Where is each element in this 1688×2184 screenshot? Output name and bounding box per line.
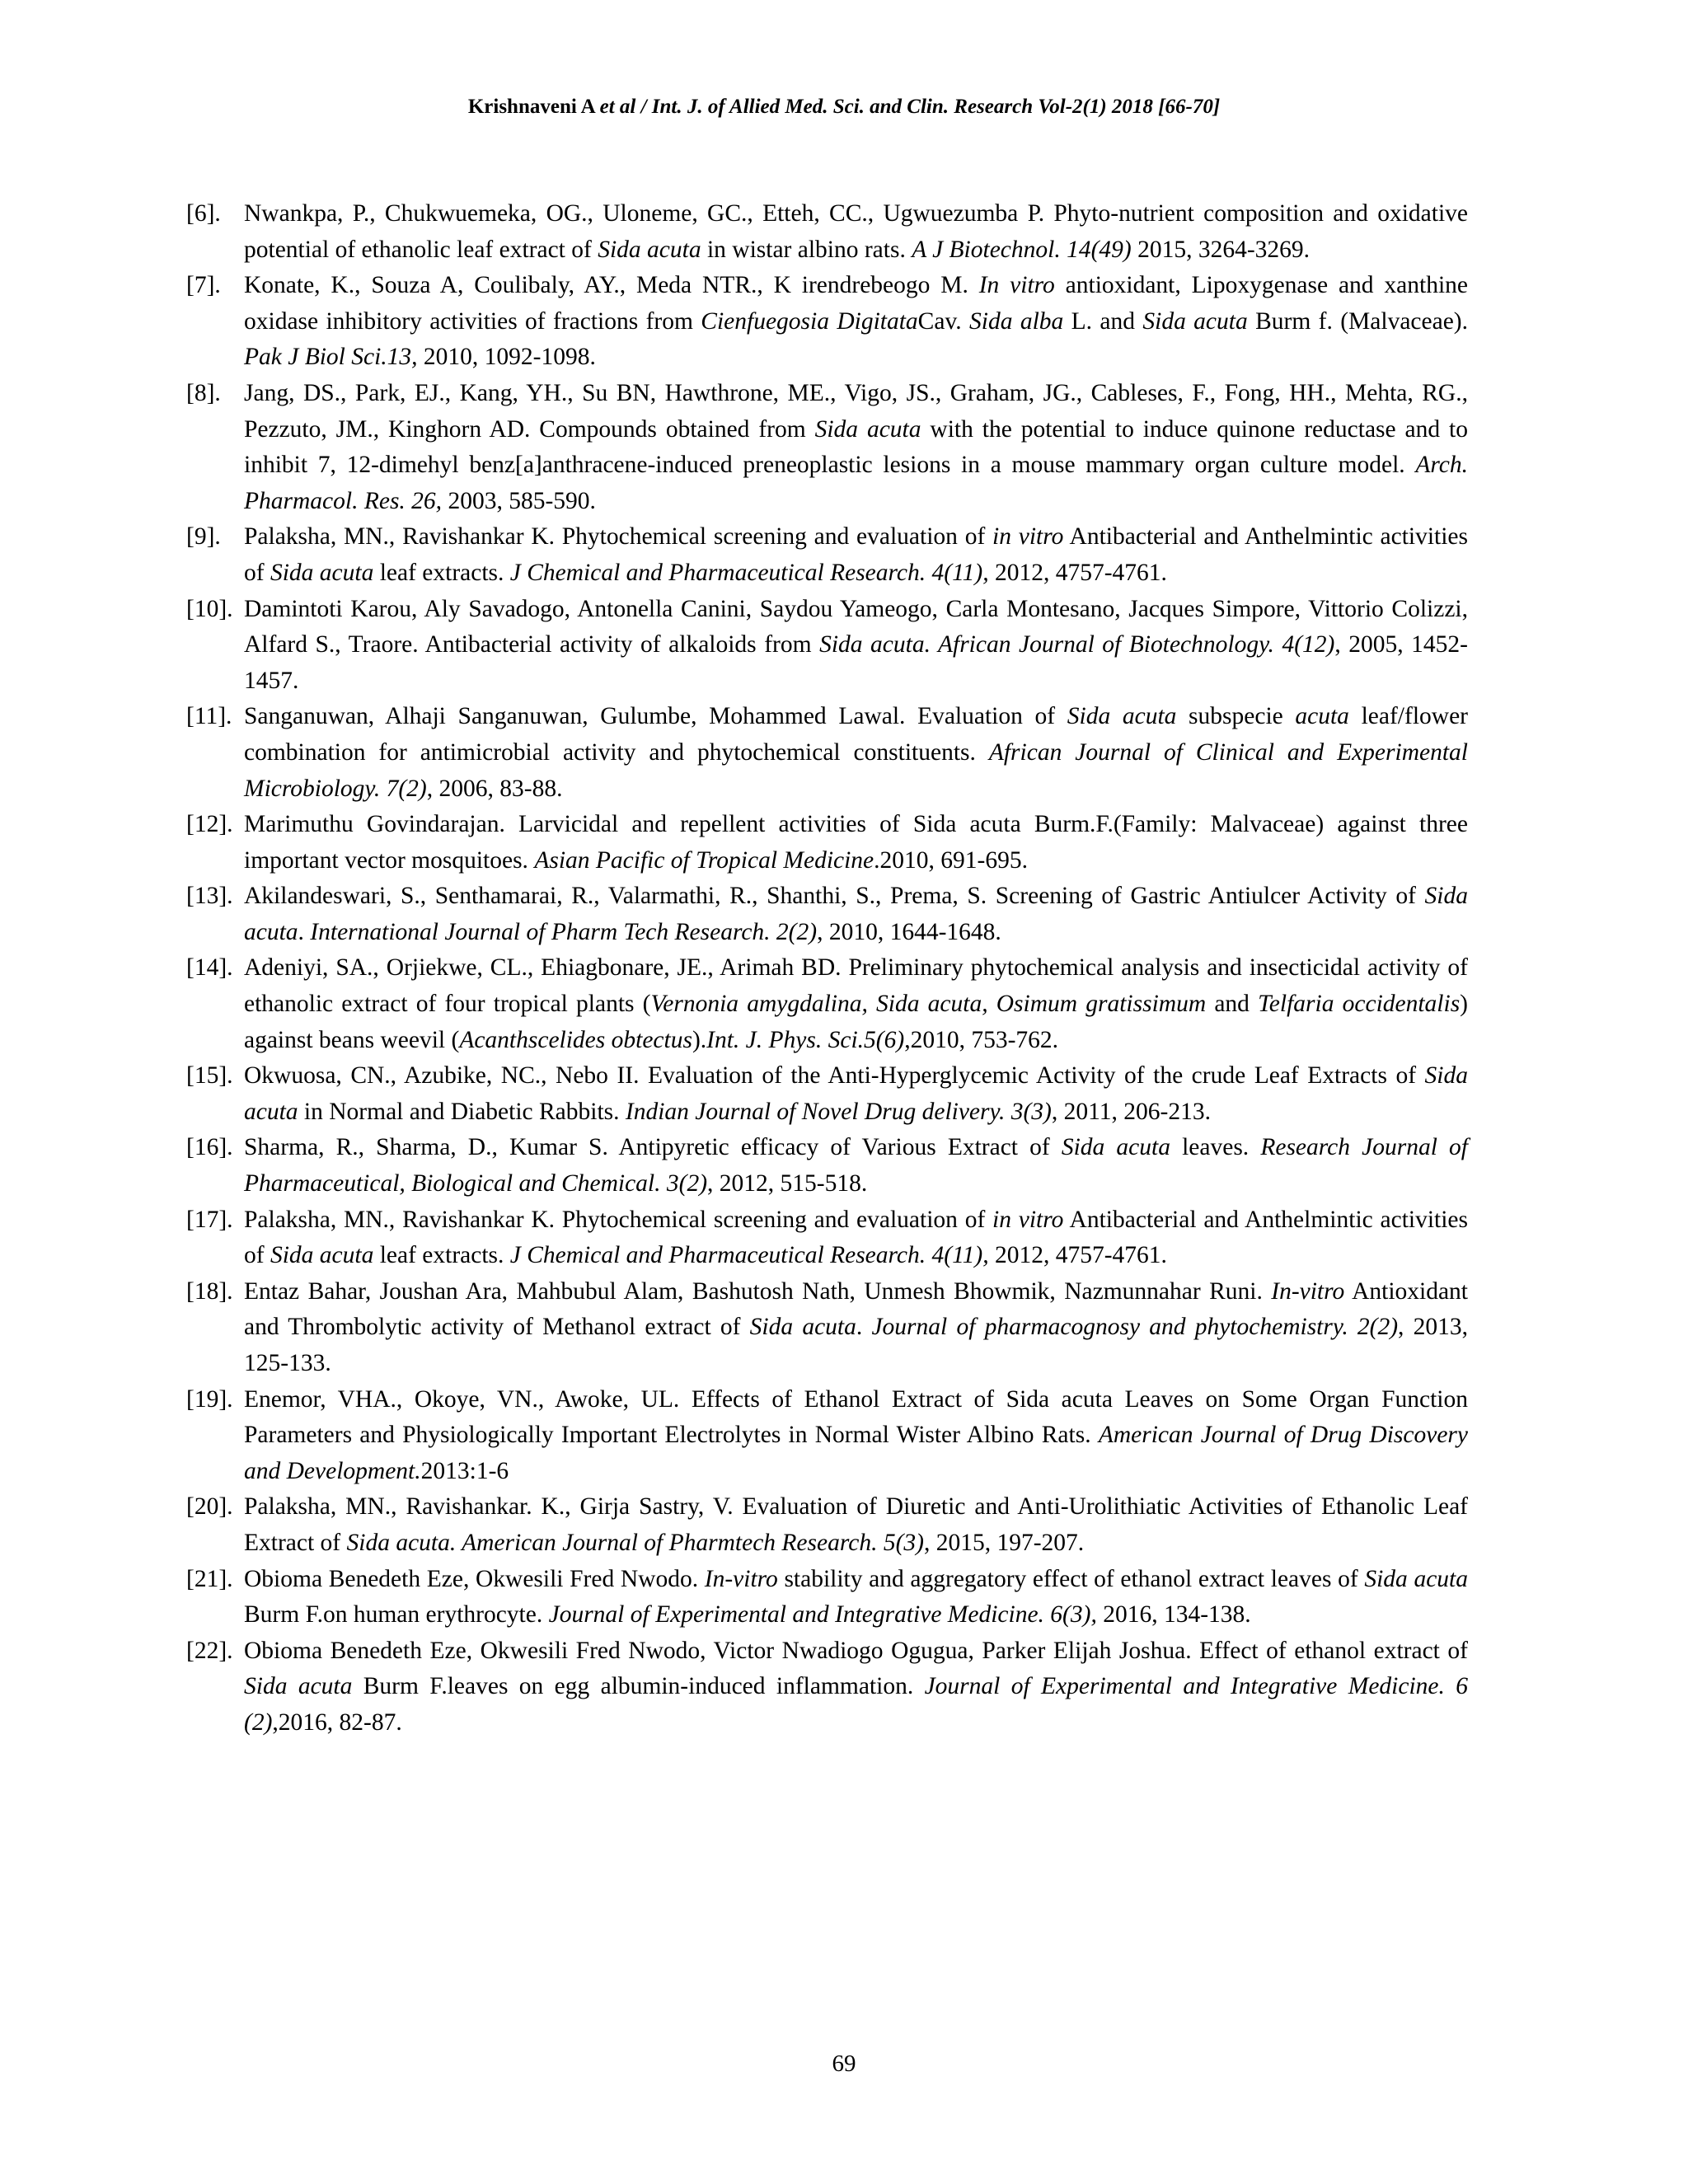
reference-italic-segment: Sida acuta [1364, 1565, 1468, 1592]
reference-text [244, 1202, 1468, 1274]
reference-text [244, 1562, 1468, 1633]
reference-italic-segment: Sida acuta. African Journal of Biotechnology. 4(12) [819, 631, 1335, 658]
reference-item [186, 1382, 1468, 1490]
reference-italic-segment: African Journal of Clinical and Experimental Microbiology. 7(2) [244, 738, 1468, 802]
reference-italic-segment: Sida acuta [598, 236, 701, 263]
reference-segment: , 2015, 197-207. [923, 1529, 1085, 1556]
reference-italic-segment: J Chemical and Pharmaceutical Research. 4(11), [509, 1242, 989, 1269]
reference-segment: with the potential to induce quinone reductase and to inhibit 7, 12-dimehyl benz[a]anthracene-induced preneoplastic lesions in a mouse mammary organ culture model. [244, 415, 1468, 479]
reference-segment: ,2016, 82-87. [272, 1708, 402, 1736]
reference-segment: subspecie [1176, 703, 1296, 730]
reference-italic-segment: Sida acuta [244, 1062, 1468, 1125]
header-etal: et al [599, 96, 636, 118]
reference-segment: Konate, K., Souza A, Coulibaly, AY., Meda NTR., K irendrebeogo M. [244, 272, 979, 299]
reference-segment: 2016, 134-138. [1096, 1601, 1251, 1629]
reference-text [244, 1489, 1468, 1561]
reference-item [186, 519, 1468, 591]
reference-item [186, 1489, 1468, 1561]
reference-item [186, 950, 1468, 1058]
reference-segment: , 2005, 1452-1457. [244, 631, 1469, 694]
reference-italic-segment: in vitro [992, 523, 1064, 551]
reference-segment: ). [692, 1026, 707, 1053]
reference-text [244, 1274, 1468, 1382]
header-authors: Krishnaveni A [467, 96, 595, 118]
reference-segment: Marimuthu Govindarajan. Larvicidal and repellent activities of Sida acuta Burm.F.(Family: Malvaceae) against three important vector mosquitoes. [244, 811, 1468, 874]
reference-number: [11]. [186, 703, 232, 730]
reference-italic-segment: Sida acuta [749, 1314, 856, 1341]
reference-item [186, 376, 1468, 519]
reference-number: [19]. [186, 1385, 233, 1413]
reference-segment: Jang, DS., Park, EJ., Kang, YH., Su BN, Hawthrone, ME., Vigo, JS., Graham, JG., Cableses, F., Fong, HH., Mehta, RG., Pezzuto, JM., Kinghorn AD. Compounds obtained from [244, 379, 1468, 443]
reference-segment: . [298, 918, 311, 945]
reference-segment: L. and [1063, 307, 1143, 335]
running-header [0, 96, 1688, 119]
reference-italic-segment: Journal of pharmacognosy and phytochemistry. 2(2) [871, 1314, 1399, 1341]
reference-item [186, 1274, 1468, 1382]
reference-italic-segment: in vitro [992, 1206, 1064, 1233]
reference-italic-segment: International Journal of Pharm Tech Research. 2(2) [310, 918, 818, 945]
reference-segment: Enemor, VHA., Okoye, VN., Awoke, UL. Effects of Ethanol Extract of Sida acuta Leaves on Some Organ Function Parameters and Physiologically Important Electrolytes in Normal Wister Albino Rats. [244, 1385, 1468, 1449]
reference-segment: Burm F.leaves on egg albumin-induced inflammation. [352, 1673, 925, 1700]
reference-italic-segment: Vernonia amygdalina, Sida acuta, Osimum gratissimum [650, 991, 1207, 1018]
reference-segment: Nwankpa, P., Chukwuemeka, OG., Uloneme, GC., Etteh, CC., Ugwuezumba P. Phyto-nutrient composition and oxidative potential of ethanolic leaf extract of [244, 200, 1468, 263]
reference-segment: and [1206, 991, 1259, 1018]
reference-segment: in Normal and Diabetic Rabbits. [298, 1098, 626, 1125]
reference-segment: 2013:1-6 [420, 1457, 509, 1484]
reference-text [244, 519, 1468, 591]
reference-italic-segment: Telfaria occidentalis [1258, 991, 1461, 1018]
reference-italic-segment: Sida acuta [1067, 703, 1177, 730]
reference-segment: Palaksha, MN., Ravishankar K. Phytochemical screening and evaluation of [244, 1206, 993, 1233]
reference-italic-segment: Sida acuta. American Journal of Pharmtech Research. 5(3) [346, 1529, 924, 1556]
reference-item [186, 196, 1468, 268]
reference-segment: Burm f. (Malvaceae). [1247, 307, 1468, 335]
reference-item [186, 1202, 1468, 1274]
reference-italic-segment: Research Journal of Pharmaceutical, Biological and Chemical. 3(2) [244, 1134, 1468, 1197]
reference-segment: ,2010, 753-762. [904, 1026, 1059, 1053]
reference-number: [15]. [186, 1062, 233, 1090]
reference-number: [21]. [186, 1565, 233, 1592]
reference-segment: leaf/flower combination for antimicrobial activity and phytochemical constituents. [244, 703, 1468, 766]
reference-italic-segment: A J Biotechnol. 14(49) [912, 236, 1132, 263]
reference-segment: 2012, 4757-4761. [988, 559, 1167, 586]
reference-italic-segment: Int. J. Phys. Sci.5(6) [706, 1026, 905, 1053]
reference-item [186, 1058, 1468, 1130]
reference-segment: Antibacterial and Anthelmintic activities of [244, 523, 1468, 586]
reference-text [244, 1382, 1468, 1490]
reference-italic-segment: Sida acuta [1142, 307, 1248, 335]
reference-item [186, 879, 1468, 950]
reference-number: [12]. [186, 811, 233, 838]
reference-segment: Akilandeswari, S., Senthamarai, R., Valarmathi, R., Shanthi, S., Prema, S. Screening of Gastric Antiulcer Activity of [244, 883, 1425, 910]
reference-segment: stability and aggregatory effect of ethanol extract leaves of [777, 1565, 1365, 1592]
reference-segment: .2010, 691-695. [874, 846, 1028, 874]
reference-segment: Obioma Benedeth Eze, Okwesili Fred Nwodo. [244, 1565, 705, 1592]
reference-number: [10]. [186, 595, 233, 622]
reference-text [244, 950, 1468, 1058]
reference-italic-segment: Sida alba [969, 307, 1064, 335]
reference-text [244, 1058, 1468, 1130]
reference-item [186, 1562, 1468, 1633]
reference-segment: Antibacterial and Anthelmintic activities of [244, 1206, 1468, 1269]
reference-text [244, 1633, 1468, 1741]
reference-text [244, 376, 1468, 519]
reference-segment: in wistar albino rats. [701, 236, 912, 263]
reference-italic-segment: Journal of Experimental and Integrative Medicine. 6(3), [548, 1601, 1097, 1629]
reference-italic-segment: Journal of Experimental and Integrative Medicine. 6 (2) [244, 1673, 1468, 1736]
reference-text [244, 592, 1468, 700]
reference-segment: leaf extracts. [373, 559, 510, 586]
reference-number: [18]. [186, 1277, 233, 1305]
reference-italic-segment: Sida acuta [270, 559, 374, 586]
reference-number: [9]. [186, 523, 221, 551]
reference-segment: 2003, 585-590. [442, 487, 596, 514]
reference-number: [14]. [186, 954, 233, 982]
reference-number: [20]. [186, 1493, 233, 1521]
reference-number: [7]. [186, 272, 221, 299]
reference-italic-segment: Sida acuta [244, 1673, 353, 1700]
reference-segment: Sanganuwan, Alhaji Sanganuwan, Gulumbe, Mohammed Lawal. Evaluation of [244, 703, 1067, 730]
reference-number: [13]. [186, 883, 233, 910]
reference-segment: Palaksha, MN., Ravishankar K. Phytochemical screening and evaluation of [244, 523, 993, 551]
reference-italic-segment: Arch. Pharmacol. Res. 26, [244, 452, 1468, 514]
reference-italic-segment: Acanthscelides obtectus [459, 1026, 692, 1053]
reference-number: [8]. [186, 379, 221, 406]
reference-segment: 2012, 4757-4761. [988, 1242, 1167, 1269]
reference-italic-segment: In-vitro [704, 1565, 778, 1592]
reference-segment: Antioxidant and Thrombolytic activity of Methanol extract of [244, 1277, 1468, 1341]
reference-segment: Sharma, R., Sharma, D., Kumar S. Antipyretic efficacy of Various Extract of [244, 1134, 1062, 1161]
header-journal: / Int. J. of Allied Med. Sci. and Clin. Research Vol-2(1) 2018 [66-70] [640, 96, 1221, 118]
reference-text [244, 196, 1468, 268]
reference-item [186, 592, 1468, 700]
page-number: 69 [832, 2050, 856, 2077]
reference-number: [17]. [186, 1206, 233, 1233]
reference-list [186, 196, 1468, 1741]
reference-segment: antioxidant, Lipoxygenase and xanthine oxidase inhibitory activities of fractions from [244, 272, 1468, 335]
reference-italic-segment: Sida acuta [814, 415, 921, 443]
reference-segment: leaves. [1170, 1134, 1261, 1161]
reference-italic-segment: J Chemical and Pharmaceutical Research. 4(11), [509, 559, 989, 586]
reference-text [244, 1130, 1468, 1202]
reference-text [244, 879, 1468, 950]
reference-segment: Adeniyi, SA., Orjiekwe, CL., Ehiagbonare, JE., Arimah BD. Preliminary phytochemical analysis and insecticidal activity of ethanolic extract of four tropical plants ( [244, 954, 1468, 1018]
reference-italic-segment: Indian Journal of Novel Drug delivery. 3(3) [625, 1098, 1052, 1125]
reference-italic-segment: In vitro [978, 272, 1055, 299]
reference-number: [6]. [186, 200, 221, 227]
reference-segment: , 2011, 206-213. [1051, 1098, 1211, 1125]
reference-italic-segment: American Journal of Drug Discovery and Development. [244, 1422, 1468, 1484]
reference-item [186, 268, 1468, 376]
reference-item [186, 1130, 1468, 1202]
reference-segment: , 2006, 83-88. [426, 775, 563, 802]
reference-segment: ) against beans weevil ( [244, 991, 1468, 1053]
reference-segment: Okwuosa, CN., Azubike, NC., Nebo II. Evaluation of the Anti-Hyperglycemic Activity of the crude Leaf Extracts of [244, 1062, 1425, 1090]
reference-italic-segment: Sida acuta [244, 883, 1468, 945]
reference-text [244, 268, 1468, 376]
reference-item [186, 1633, 1468, 1741]
reference-segment: . [856, 1314, 872, 1341]
reference-italic-segment: Pak J Biol Sci.13, [244, 344, 418, 371]
reference-number: [22]. [186, 1637, 233, 1664]
reference-segment: Entaz Bahar, Joushan Ara, Mahbubul Alam, Bashutosh Nath, Unmesh Bhowmik, Nazmunnahar Runi. [244, 1277, 1272, 1305]
reference-text [244, 699, 1468, 807]
reference-italic-segment: In-vitro [1271, 1277, 1345, 1305]
reference-item [186, 699, 1468, 807]
reference-italic-segment: Asian Pacific of Tropical Medicine [534, 846, 874, 874]
reference-segment: leaf extracts. [373, 1242, 510, 1269]
reference-italic-segment: Sida acuta [1061, 1134, 1170, 1161]
reference-segment: , 2012, 515-518. [707, 1170, 868, 1197]
reference-segment: , 2010, 1644-1648. [817, 918, 1001, 945]
reference-segment: Burm F.on human erythrocyte. [244, 1601, 549, 1629]
reference-italic-segment: Cienfuegosia Digitata [701, 307, 918, 335]
reference-text [244, 807, 1468, 879]
reference-italic-segment: acuta [1295, 703, 1349, 730]
reference-segment: 2015, 3264-3269. [1131, 236, 1311, 263]
reference-segment: Obioma Benedeth Eze, Okwesili Fred Nwodo, Victor Nwadiogo Ogugua, Parker Elijah Joshua. Effect of ethanol extract of [244, 1637, 1468, 1664]
reference-number: [16]. [186, 1134, 233, 1161]
reference-segment: Damintoti Karou, Aly Savadogo, Antonella Canini, Saydou Yameogo, Carla Montesano, Jacques Simpore, Vittorio Colizzi, Alfard S., Traore. Antibacterial activity of alkaloids from [244, 595, 1468, 658]
reference-italic-segment: Sida acuta [270, 1242, 374, 1269]
reference-segment: , 2013, 125-133. [244, 1314, 1469, 1376]
reference-segment: Palaksha, MN., Ravishankar. K., Girja Sastry, V. Evaluation of Diuretic and Anti-Urolithiatic Activities of Ethanolic Leaf Extract of [244, 1493, 1468, 1556]
reference-segment: 2010, 1092-1098. [417, 344, 596, 371]
reference-item [186, 807, 1468, 879]
reference-segment: Cav. [917, 307, 970, 335]
